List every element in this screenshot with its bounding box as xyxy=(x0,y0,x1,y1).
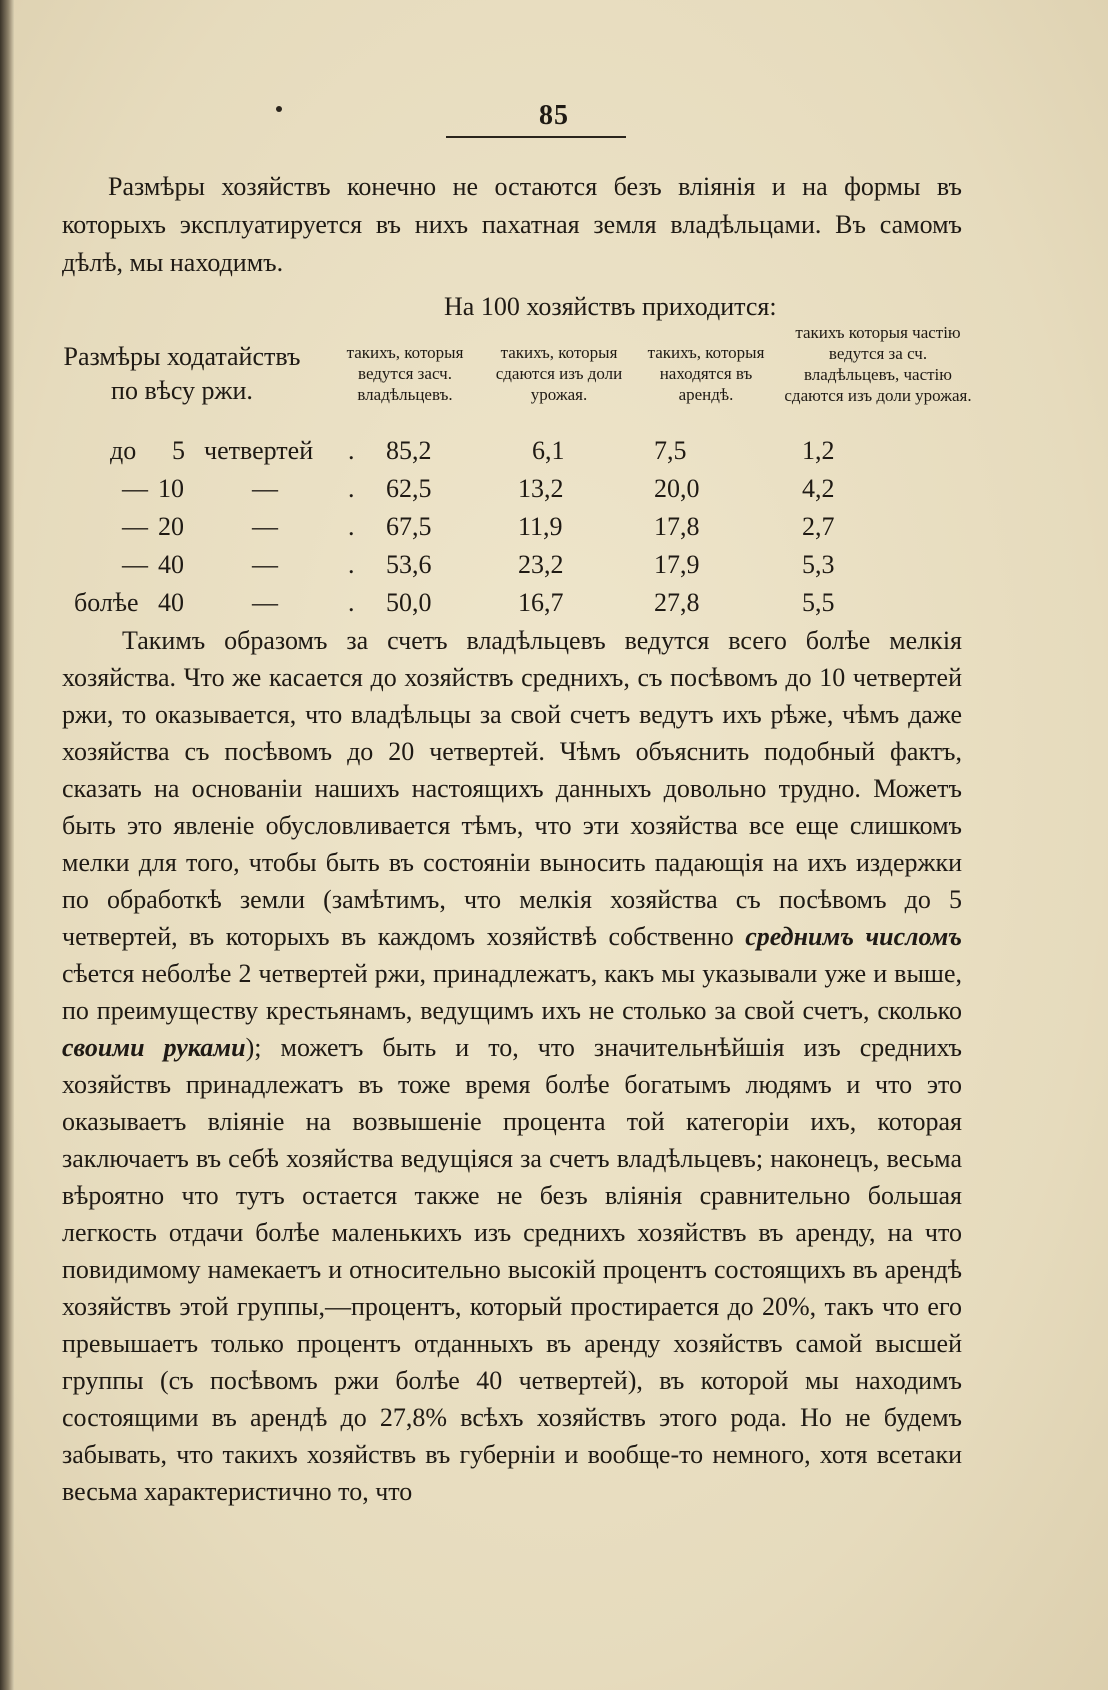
cell-own-account: 67,5 xyxy=(386,512,432,541)
emphasis-own-hands: своими руками xyxy=(62,1033,246,1062)
row-label-unit: — xyxy=(252,474,278,503)
table-title: На 100 хозяйствъ приходится: xyxy=(444,292,777,321)
column-header-3: такихъ, которыя находятся въ арендѣ. xyxy=(647,343,765,404)
leader-dot: . xyxy=(348,436,355,465)
body-text xyxy=(62,622,962,1510)
row-label-number: 40 xyxy=(158,550,184,579)
cell-rented: 17,9 xyxy=(654,550,700,579)
body-paragraph xyxy=(62,622,962,1510)
cell-share-crop: 16,7 xyxy=(518,588,564,617)
leader-dot: . xyxy=(348,512,355,541)
cell-mixed: 4,2 xyxy=(802,474,835,503)
cell-own-account: 50,0 xyxy=(386,588,432,617)
table-row xyxy=(62,550,962,588)
cell-rented: 20,0 xyxy=(654,474,700,503)
cell-own-account: 62,5 xyxy=(386,474,432,503)
intro-paragraph xyxy=(62,168,962,282)
cell-mixed: 1,2 xyxy=(802,436,835,465)
row-label-prefix: до xyxy=(110,436,137,465)
intro-text: Размѣры хозяйствъ конечно не остаются безъ вліянія и на формы въ которыхъ эксплуатируется въ нихъ пахатная земля владѣльцами. Въ самомъ дѣлѣ, мы находимъ. xyxy=(62,172,962,277)
row-label-number: 10 xyxy=(158,474,184,503)
row-label-unit: — xyxy=(252,588,278,617)
cell-mixed: 5,3 xyxy=(802,550,835,579)
cell-rented: 27,8 xyxy=(654,588,700,617)
table-row xyxy=(62,436,962,474)
cell-share-crop: 6,1 xyxy=(532,436,565,465)
row-label-number: 5 xyxy=(172,436,185,465)
table-row xyxy=(62,512,962,550)
leader-dot: . xyxy=(348,588,355,617)
cell-rented: 7,5 xyxy=(654,436,687,465)
cell-own-account: 85,2 xyxy=(386,436,432,465)
emphasis-average: среднимъ числомъ xyxy=(745,922,962,951)
body-text-part-1: Такимъ образомъ за счетъ владѣльцевъ ведутся всего болѣе мелкія хозяйства. Что же касается до хозяйствъ среднихъ, съ посѣвомъ до 10 четвертей ржи, то оказывается, что владѣльцы за свой счетъ ведутъ ихъ рѣже, чѣмъ даже хозяйства съ посѣвомъ до 20 четвертей. Чѣмъ объяснить подобный фактъ, сказать на основаніи нашихъ настоящихъ данныхъ довольно трудно. Можетъ быть это явленіе обусловливается тѣмъ, что эти хозяйства все еще слишкомъ мелки для того, чтобы быть въ состояніи выносить падающія на ихъ издержки по обработкѣ земли (замѣтимъ, что мелкія хозяйства съ посѣвомъ до 5 четвертей, въ которыхъ въ каждомъ хозяйствѣ собственно xyxy=(62,626,962,951)
page-number-rule xyxy=(446,136,626,138)
leader-dot: . xyxy=(348,474,355,503)
row-label-prefix: — xyxy=(122,550,148,579)
row-label-prefix: болѣе xyxy=(74,588,139,617)
body-text-part-2: сѣется неболѣе 2 четвертей ржи, принадлежатъ, какъ мы указывали уже и выше, по преимуществу крестьянамъ, ведущимъ ихъ не столько за свой счетъ, сколько xyxy=(62,959,962,1025)
table-row xyxy=(62,588,962,626)
cell-share-crop: 23,2 xyxy=(518,550,564,579)
column-header-4: такихъ которыя частію ведутся за сч. владѣльцевъ, частію сдаются изъ доли урожая. xyxy=(784,323,972,405)
table-row xyxy=(62,474,962,512)
row-label-number: 40 xyxy=(158,588,184,617)
column-header-1: такихъ, которыя ведутся засч. владѣльцевъ. xyxy=(346,343,464,404)
cell-mixed: 5,5 xyxy=(802,588,835,617)
row-label-unit: — xyxy=(252,550,278,579)
cell-mixed: 2,7 xyxy=(802,512,835,541)
row-label-prefix: — xyxy=(122,512,148,541)
cell-share-crop: 13,2 xyxy=(518,474,564,503)
cell-own-account: 53,6 xyxy=(386,550,432,579)
column-header-2: такихъ, которыя сдаются изъ доли урожая. xyxy=(495,343,623,404)
row-label-unit: четвертей xyxy=(204,436,314,465)
row-label-prefix: — xyxy=(122,474,148,503)
leader-dot: . xyxy=(348,550,355,579)
cell-rented: 17,8 xyxy=(654,512,700,541)
table-row-header: Размѣры ходатайствъ по вѣсу ржи. xyxy=(63,342,301,405)
row-label-unit: — xyxy=(252,512,278,541)
page-binding-edge xyxy=(0,0,14,1690)
cell-share-crop: 11,9 xyxy=(518,512,563,541)
page-number: 85 xyxy=(539,100,569,131)
body-text-part-3: ); можетъ быть и то, что значительнѣйшія изъ среднихъ хозяйствъ принадлежатъ въ тоже время болѣе богатымъ людямъ и что это оказываетъ вліяніе на возвышеніе процента той категоріи ихъ, которая заключаетъ въ себѣ хозяйства ведущіяся за счетъ владѣльцевъ; наконецъ, весьма вѣроятно что тутъ остается также не безъ вліянія сравнительно большая легкость отдачи болѣе маленькихъ изъ среднихъ хозяйствъ въ аренду, на что повидимому намекаетъ и относительно высокій процентъ состоящихъ въ арендѣ хозяйствъ этой группы,—процентъ, который простирается до 20%, такъ что его превышаетъ только процентъ отданныхъ въ аренду хозяйствъ самой высшей группы (съ посѣвомъ ржи болѣе 40 четвертей), въ которой мы находимъ состоящими въ арендѣ до 27,8% всѣхъ хозяйствъ этого рода. Но не будемъ забывать, что такихъ хозяйствъ въ губерніи и вообще-то немного, хотя всетаки весьма характеристично то, что xyxy=(62,1033,963,1506)
row-label-number: 20 xyxy=(158,512,184,541)
